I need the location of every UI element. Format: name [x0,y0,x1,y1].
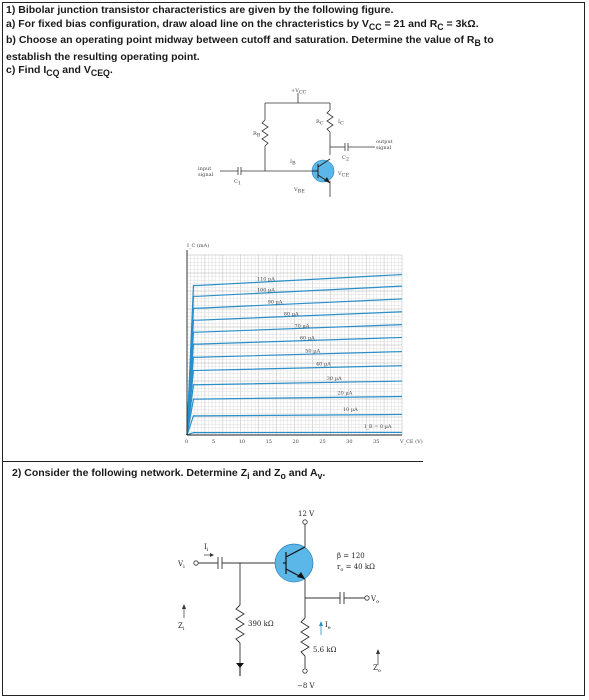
c1-output-label: output [376,139,393,145]
q1-line4: establish the resulting operating point. [6,50,200,63]
c1-ib-label: IB [290,159,296,167]
emitter-follower-circuit [170,505,410,695]
c2-beta-label: β = 120 [337,552,365,560]
curve-label: 50 µA [305,348,321,355]
x-tick-label: 20 [292,439,299,445]
c1-ic-label: IC [338,119,344,127]
q1-line2: a) For fixed bias configuration, draw aload line on the chracteristics by $V_{CC} = 21$ and $R_C = 3k\Omega$. [6,17,479,32]
curve-label: 70 µA [294,323,310,330]
curve-label: 40 µA [316,361,331,368]
x-tick-label: 5 [211,439,216,445]
c2-zo-label: $Z_o$ [373,664,381,674]
x-tick-label: 15 [265,439,272,445]
curve-label: 80 µA [283,311,299,318]
c2-ro-label: $r_o = 40$ kΩ [337,563,375,573]
c2-zi-label: $Z_i$ [178,622,185,632]
c2-re-label: 5.6 kΩ [313,646,337,654]
question-1 [6,4,581,81]
fixed-bias-circuit [190,85,420,220]
section-divider [2,461,423,462]
curve-label: 20 µA [337,390,353,397]
curve-label: 30 µA [326,375,342,382]
curve-label: 60 µA [299,335,315,342]
c1-input-label-2: signal [198,172,214,178]
c1-vbe-label: VBE [294,187,305,195]
x-axis-label: V_CE (V) [400,439,423,445]
c2-vo-label: $V_o$ [371,595,380,605]
c1-c1-label: C1 [234,179,242,187]
y-axis-label: I_C (mA) [187,243,210,249]
curve-label: I_B = 0 µA [364,423,392,430]
x-tick-label: 25 [319,439,326,445]
curve-label: 90 µA [267,299,283,306]
c1-input-label: input [198,166,212,172]
c2-ii-label: $I_i$ [204,543,209,553]
question-2: 2) Consider the following network. Determine $Z_i$ and $Z_o$ and $A_v$. [12,467,326,482]
x-tick-label: 10 [238,439,246,445]
q1-line3: b) Choose an operating point midway between cutoff and saturation. Determine the value of $R_B$ to [6,34,494,49]
c1-c2-label: C2 [342,155,350,163]
c1-vce-label: VCE [338,171,350,179]
x-tick-label: 35 [373,439,380,445]
curve-label: 110 µA [256,276,275,283]
c1-output-label-2: signal [376,145,392,151]
c2-rb-label: 390 kΩ [248,620,274,628]
curve-label: 100 µA [256,287,275,294]
c2-vi-label: $V_i$ [178,560,185,570]
c2-ie-label: $I_e$ [325,621,331,631]
characteristic-chart [175,240,423,455]
q1-line1: 1) Bibolar junction transistor characteristics are given by the following figure. [6,4,394,16]
c2-vee-label: −8 V [297,682,315,690]
q1-line5: c) Find $I_{CQ}$ and $V_{CEQ}$. [6,64,113,79]
c1-rb-label: RB [253,131,261,139]
c1-vcc-label: +VCC [291,88,307,96]
c1-rc-label: RC [316,119,324,127]
curve-label: 10 µA [342,407,358,414]
x-tick-label: 0 [185,439,189,445]
x-tick-label: 30 [346,439,353,445]
c2-vcc-label: 12 V [298,510,315,518]
